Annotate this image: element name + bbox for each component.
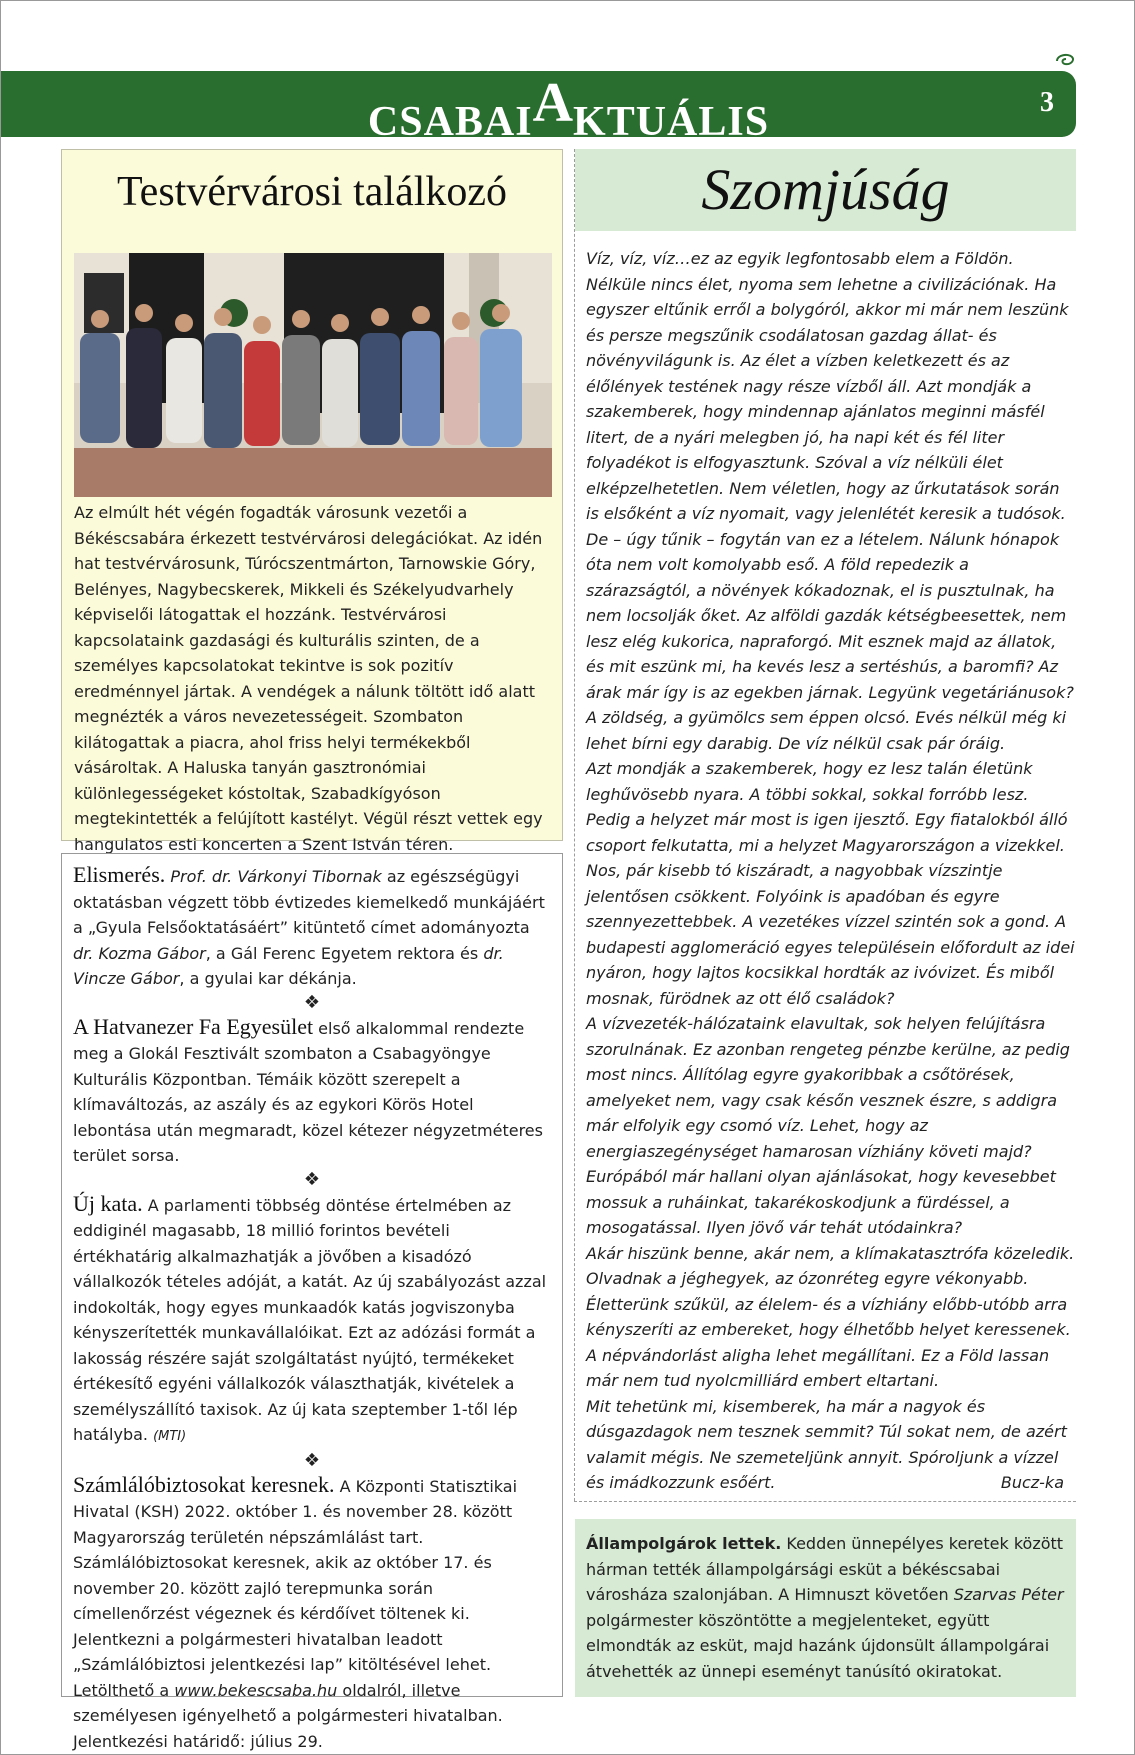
feature-title: Testvérvárosi találkozó bbox=[116, 169, 508, 215]
person-name: dr. Vincze Gábor bbox=[73, 943, 504, 988]
author-signature: Bucz-ka bbox=[1000, 1473, 1064, 1492]
citizens-heading: Állampolgárok lettek. bbox=[586, 1534, 782, 1553]
page-number: 3 bbox=[1040, 87, 1054, 118]
news-item-kata bbox=[73, 1191, 551, 1450]
masthead-part: A bbox=[532, 72, 574, 134]
news-heading: Új kata. bbox=[73, 1190, 143, 1216]
opinion-paragraph: A vízvezeték-hálózataink elavultak, sok helyen felújításra szorulnának. Ez azonban rengeteg pénzbe kerülne, az pedig most nincs. Állítólag egyre gyakoribbak a csőtörések, amelyeket nem, vagy csak későn vesznek észre, s addigra már elfolyik egy csomó víz. Lehet, hogy az energiaszegénységet hamarosan vízhiány követi majd? Európából már hallani olyan ajánlásokat, hogy kevesebbet mossuk a ruháinkat, takarékoskodjunk a fürdéssel, a mosogatással. Ilyen jövő vár tehát utódainkra? bbox=[586, 1014, 1070, 1237]
news-heading: Elismerés. bbox=[73, 862, 166, 887]
citizens-article bbox=[575, 1519, 1076, 1697]
news-text: , a Gál Ferenc Egyetem rektora és bbox=[205, 943, 484, 963]
column-rule bbox=[574, 1501, 1076, 1502]
news-item-association bbox=[73, 1014, 551, 1169]
news-text: első alkalommal rendezte meg a Glokál Fesztivált szombaton a Csabagyöngye Kulturális Központban. Témáik között szerepelt a klímaváltozás, az aszály és az egykori Körös Hotel lebontása után megmaradt, közel kétezer négyzetméteres terület sorsa. bbox=[73, 1018, 543, 1165]
separator-icon: ❖ bbox=[303, 1168, 321, 1190]
person-name: Szarvas Péter bbox=[953, 1585, 1064, 1604]
feature-body: Az elmúlt hét végén fogadták városunk vezetői a Békéscsabára érkezett testvérvárosi delegációkat. Az idén hat testvérvárosunk, Túrócszentmárton, Tarnowskie Góry, Belényes, Nagybecskerek, Mikkeli és Székelyudvarhely képviselői látogattak el hozzánk. Testvérvárosi kapcsolataink gazdasági és kulturális szinten, de a személyes kapcsolatokat tekintve is sok pozitív eredménnyel jártak. A vendégek a nálunk töltött idő alatt megnézték a város nevezetességeit. Szombaton kilátogattak a piacra, ahol friss helyi termékekből vásároltak. A Haluska tanyán gasztronómiai különlegességeket kóstoltak, Szabadkígyóson megtekintették a felújított kastélyt. Végül részt vettek egy hangulatos esti koncerten a Szent István téren. bbox=[74, 503, 543, 854]
person-name: Prof. dr. Várkonyi Tibornak bbox=[170, 867, 382, 886]
column-divider bbox=[574, 149, 575, 1501]
opinion-paragraph: Azt mondják a szakemberek, hogy ez lesz talán életünk leghűvösebb nyara. A többi sokkal, sokkal forróbb lesz. Pedig a helyzet már most is igen ijesztő. Egy fiatalokból álló csoport felkutatta, mi a helyzet Magyarországon a vizekkel. Nos, pár kisebb tó kiszáradt, a nagyobbak vízszintje jelentősen csökkent. Folyóink is apadóban és egyre szennyezettebbek. A vezetékes vízzel szintén sok a gond. A budapesti agglomeráció egyes településein előfordult az idei nyáron, hogy lajtos kocsikkal hordták az ivóvizet. És miből mosnak, fürödnek az ott élő családok? bbox=[586, 759, 1075, 1008]
masthead-part: KTUÁLIS bbox=[573, 99, 770, 145]
opinion-paragraph bbox=[586, 1394, 1076, 1496]
news-text: A parlamenti többség döntése értelmében az eddiginél magasabb, 18 millió forintos bevételi értékhatárig alkalmazhatják a jövőben a kisadózó vállalkozók tételes adóját, a katát. Az új szabályozást azzal indokolták, hogy egyes munkaadók katás jogviszonyba kényszerítették munkavállalóikat. Ezt az adózási formát a lakosság részére saját szolgáltatást nyújtó, termékeket értékesítő egyéni vállalkozók választhatják, kivételek a személyszállító taxisok. Az új kata szeptember 1-től lép hatályba. bbox=[73, 1195, 547, 1444]
masthead bbox=[1, 71, 1135, 145]
citizens-text: polgármester köszöntötte a megjelenteket, együtt elmondták az esküt, majd hazánk újdonsült állampolgárai átvehették az ünnepi eseményt tanúsító okiratokat. bbox=[586, 1610, 1050, 1681]
news-item-recognition bbox=[73, 862, 551, 992]
separator-icon: ❖ bbox=[303, 991, 321, 1013]
news-heading: A Hatvanezer Fa Egyesület bbox=[73, 1013, 314, 1039]
website-link[interactable]: www.bekescsaba.hu bbox=[174, 1680, 338, 1700]
news-text: , a gyulai kar dékánja. bbox=[179, 969, 357, 988]
news-text: oldalról, illetve személyesen igényelhető a polgármesteri hivatalban. Jelentkezési határidő: július 29. bbox=[73, 1680, 503, 1751]
opinion-body bbox=[586, 246, 1076, 1496]
group-photo-icon bbox=[74, 253, 552, 497]
masthead-part: CSABAI bbox=[367, 99, 533, 145]
swirl-icon bbox=[1054, 51, 1076, 69]
opinion-paragraph: Akár hiszünk benne, akár nem, a klímakatasztrófa közeledik. Olvadnak a jéghegyek, az ózonréteg egyre vékonyabb. Életterünk szűkül, az élelem- és a vízhiány előbb-utóbb arra kényszeríti az embereket, hogy élhetőbb helyet keressenek. A népvándorlást aligha lehet megállítani. Ez a Föld lassan már nem tud nyolcmilliárd embert eltartani. bbox=[586, 1243, 1075, 1390]
separator-icon: ❖ bbox=[303, 1449, 321, 1471]
feature-article bbox=[61, 149, 563, 854]
opinion-paragraph: Víz, víz, víz…ez az egyik legfontosabb elem a Földön. Nélküle nincs élet, nyoma sem lehetne a civilizációnak. Ha egyszer eltűnik erről a bolygóról, akkor mi már nem leszünk és persze megszűnik csodálatosan gazdag állat- és növényvilágunk is. Az élet a vízben keletkezett és az élőlények testének nagy része vízből áll. Azt mondják a szakemberek, hogy mindennap ajánlatos meginni másfél litert, de a nyári melegben jó, ha napi két és fél liter folyadékot is elfogyasztunk. Szóval a víz nélküli élet elképzelhetetlen. Nem véletlen, hogy az űrkutatások során is elsőként a víz nyomait, vagy jelenlétét keresik a tudósok. De – úgy tűnik – fogytán van ez a lételem. Nálunk hónapok óta nem volt komolyabb eső. A föld repedezik a szárazságtól, a növények kókadoznak, el is pusztulnak, ha nem locsolják őket. Az alföldi gazdák kétségbeesettek, nem lesz elég kukorica, napraforgó. Mit esznek majd az állatok, és mit eszünk mi, ha kevés lesz a sertéshús, a baromfi? Az árak már így is az egekben járnak. Legyünk vegetáriánusok? A zöldség, a gyümölcs sem éppen olcsó. Evés nélkül még ki lehet bírni egy darabig. De víz nélkül csak pár óráig. bbox=[586, 249, 1074, 753]
person-name: dr. Kozma Gábor bbox=[73, 943, 206, 963]
opinion-title: Szomjúság bbox=[701, 157, 950, 222]
news-source: (MTI) bbox=[153, 1429, 187, 1444]
news-briefs bbox=[61, 853, 563, 1751]
news-text: A Központi Statisztikai Hivatal (KSH) 2022. október 1. és november 28. között Magyarország területén népszámlálást tart. Számlálóbiztosokat keresnek, akik az október 17. és november 20. között zajló terepmunka során címellenőrzést végeznek és kérdőívet töltenek ki. Jelentkezni a polgármesteri hivatalban leadott „Számlálóbiztosi jelentkezési lap” kitöltésével lehet. Letölthető a bbox=[73, 1476, 518, 1700]
news-item-census bbox=[73, 1472, 551, 1755]
news-text: az egészségügyi oktatásban végzett több évtizedes kiemelkedő munkájáért a „Gyula Felsőoktatásáért” kitüntető címet adományozta bbox=[73, 867, 545, 937]
opinion-paragraph-text: Mit tehetünk mi, kisemberek, ha már a nagyok és dúsgazdagok nem tesznek semmit? Túl sokat nem, de azért valamit mégis. Ne szemeteljünk annyit. Spóroljunk a vízzel és imádkozzunk esőért. bbox=[586, 1396, 1067, 1492]
news-heading: Számlálóbiztosokat keresnek. bbox=[73, 1471, 335, 1497]
citizens-text: Kedden ünnepélyes keretek között hárman tették állampolgársági esküt a békéscsabai városháza szalonjában. A Himnuszt követően bbox=[586, 1534, 1064, 1604]
